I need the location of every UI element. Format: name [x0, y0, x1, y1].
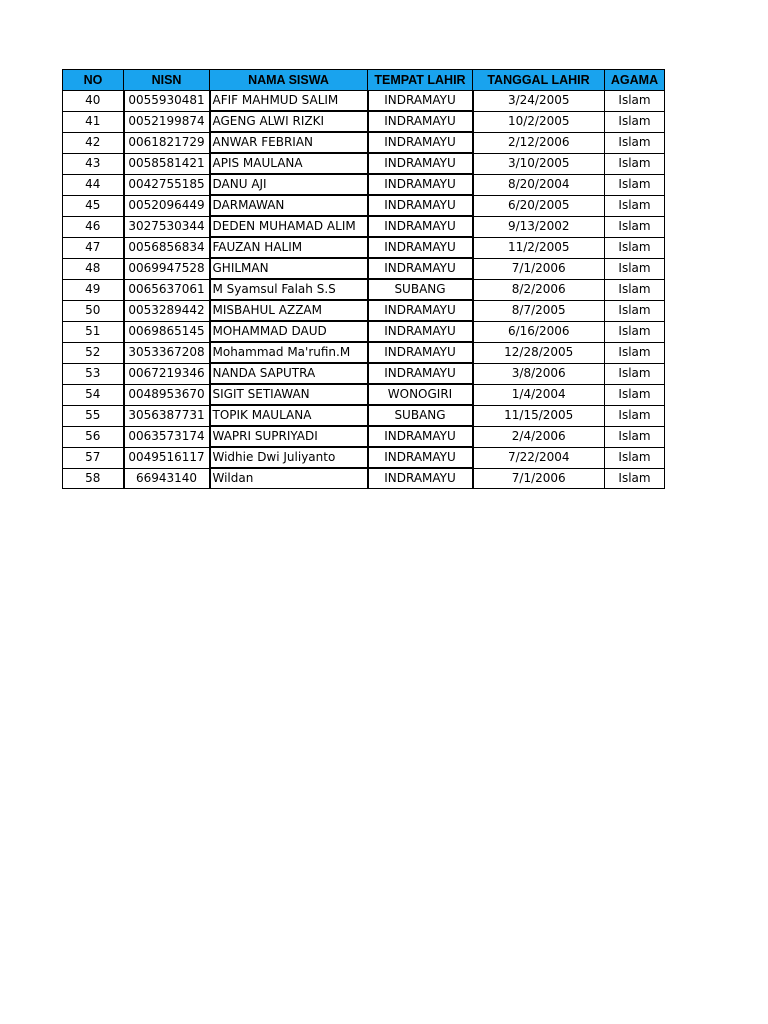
cell-nama-siswa[interactable]: AGENG ALWI RIZKI [210, 111, 368, 132]
table-row [63, 405, 665, 426]
cell-nama-siswa[interactable]: DEDEN MUHAMAD ALIM [210, 216, 368, 237]
cell-tempat-lahir[interactable]: INDRAMAYU [368, 195, 473, 216]
table-row [63, 258, 665, 279]
cell-nama-siswa[interactable]: APIS MAULANA [210, 153, 368, 174]
header-nama-siswa[interactable]: NAMA SISWA [210, 70, 368, 91]
cell-tanggal-lahir[interactable]: 6/16/2006 [473, 321, 605, 342]
cell-agama[interactable]: Islam [605, 321, 665, 342]
cell-tempat-lahir[interactable]: INDRAMAYU [368, 447, 473, 468]
cell-agama[interactable]: Islam [605, 342, 665, 363]
cell-agama[interactable]: Islam [605, 111, 665, 132]
cell-agama[interactable]: Islam [605, 237, 665, 258]
cell-tanggal-lahir[interactable]: 11/2/2005 [473, 237, 605, 258]
cell-nisn[interactable]: 3056387731 [124, 405, 210, 426]
cell-agama[interactable]: Islam [605, 384, 665, 405]
table-row [63, 363, 665, 384]
cell-nama-siswa[interactable]: Widhie Dwi Juliyanto [210, 447, 368, 468]
cell-tanggal-lahir[interactable]: 2/12/2006 [473, 132, 605, 153]
cell-tanggal-lahir[interactable]: 1/4/2004 [473, 384, 605, 405]
header-tempat-lahir[interactable]: TEMPAT LAHIR [368, 70, 473, 91]
cell-tempat-lahir[interactable]: INDRAMAYU [368, 174, 473, 195]
cell-nama-siswa[interactable]: GHILMAN [210, 258, 368, 279]
cell-tempat-lahir[interactable]: INDRAMAYU [368, 153, 473, 174]
table-row [63, 237, 665, 258]
cell-nisn[interactable]: 0049516117 [124, 447, 210, 468]
table-row [63, 384, 665, 405]
cell-nisn[interactable]: 0048953670 [124, 384, 210, 405]
cell-agama[interactable]: Islam [605, 216, 665, 237]
table-row [63, 111, 665, 132]
cell-tanggal-lahir[interactable]: 7/1/2006 [473, 258, 605, 279]
cell-nisn[interactable]: 0063573174 [124, 426, 210, 447]
table-row [63, 216, 665, 237]
cell-tempat-lahir[interactable]: INDRAMAYU [368, 300, 473, 321]
table-row [63, 174, 665, 195]
student-table [62, 69, 665, 489]
table-row [63, 132, 665, 153]
cell-nama-siswa[interactable]: MISBAHUL AZZAM [210, 300, 368, 321]
cell-tanggal-lahir[interactable]: 12/28/2005 [473, 342, 605, 363]
cell-tanggal-lahir[interactable]: 8/7/2005 [473, 300, 605, 321]
cell-tempat-lahir[interactable]: INDRAMAYU [368, 426, 473, 447]
cell-nama-siswa[interactable]: DANU AJI [210, 174, 368, 195]
cell-tanggal-lahir[interactable]: 6/20/2005 [473, 195, 605, 216]
cell-agama[interactable]: Islam [605, 300, 665, 321]
cell-nama-siswa[interactable]: M Syamsul Falah S.S [210, 279, 368, 300]
cell-tempat-lahir[interactable]: INDRAMAYU [368, 468, 473, 489]
cell-nama-siswa[interactable]: FAUZAN HALIM [210, 237, 368, 258]
table-row [63, 321, 665, 342]
table-row [63, 91, 665, 112]
cell-no[interactable]: 42 [63, 132, 124, 153]
cell-nama-siswa[interactable]: WAPRI SUPRIYADI [210, 426, 368, 447]
cell-no[interactable]: 56 [63, 426, 124, 447]
cell-nisn[interactable]: 3053367208 [124, 342, 210, 363]
cell-tempat-lahir[interactable]: INDRAMAYU [368, 132, 473, 153]
cell-tempat-lahir[interactable]: INDRAMAYU [368, 321, 473, 342]
cell-tempat-lahir[interactable]: SUBANG [368, 405, 473, 426]
header-tanggal-lahir[interactable]: TANGGAL LAHIR [473, 70, 605, 91]
cell-no[interactable]: 58 [63, 468, 124, 489]
table-row [63, 342, 665, 363]
cell-tanggal-lahir[interactable]: 3/24/2005 [473, 91, 605, 112]
cell-no[interactable]: 51 [63, 321, 124, 342]
table-row [63, 279, 665, 300]
cell-nisn[interactable]: 0042755185 [124, 174, 210, 195]
cell-nama-siswa[interactable]: Mohammad Ma'rufin.M [210, 342, 368, 363]
cell-agama[interactable]: Islam [605, 153, 665, 174]
cell-nisn[interactable]: 3027530344 [124, 216, 210, 237]
header-nisn[interactable]: NISN [124, 70, 210, 91]
cell-no[interactable]: 48 [63, 258, 124, 279]
cell-agama[interactable]: Islam [605, 468, 665, 489]
cell-agama[interactable]: Islam [605, 426, 665, 447]
cell-agama[interactable]: Islam [605, 91, 665, 112]
cell-nisn[interactable]: 0061821729 [124, 132, 210, 153]
cell-no[interactable]: 46 [63, 216, 124, 237]
cell-nama-siswa[interactable]: ANWAR FEBRIAN [210, 132, 368, 153]
cell-nisn[interactable]: 0056856834 [124, 237, 210, 258]
cell-tanggal-lahir[interactable]: 11/15/2005 [473, 405, 605, 426]
header-agama[interactable]: AGAMA [605, 70, 665, 91]
cell-tempat-lahir[interactable]: SUBANG [368, 279, 473, 300]
cell-tanggal-lahir[interactable]: 10/2/2005 [473, 111, 605, 132]
table-row [63, 468, 665, 489]
cell-nisn[interactable]: 0069865145 [124, 321, 210, 342]
cell-nama-siswa[interactable]: Wildan [210, 468, 368, 489]
table-row [63, 300, 665, 321]
cell-tempat-lahir[interactable]: INDRAMAYU [368, 216, 473, 237]
cell-no[interactable]: 43 [63, 153, 124, 174]
cell-agama[interactable]: Islam [605, 174, 665, 195]
cell-tanggal-lahir[interactable]: 7/1/2006 [473, 468, 605, 489]
cell-no[interactable]: 53 [63, 363, 124, 384]
cell-no[interactable]: 57 [63, 447, 124, 468]
cell-agama[interactable]: Islam [605, 405, 665, 426]
cell-nisn[interactable]: 66943140 [124, 468, 210, 489]
cell-no[interactable]: 54 [63, 384, 124, 405]
cell-no[interactable]: 40 [63, 91, 124, 112]
cell-tempat-lahir[interactable]: INDRAMAYU [368, 342, 473, 363]
cell-nisn[interactable]: 0065637061 [124, 279, 210, 300]
cell-no[interactable]: 52 [63, 342, 124, 363]
cell-nama-siswa[interactable]: SIGIT SETIAWAN [210, 384, 368, 405]
cell-tanggal-lahir[interactable]: 7/22/2004 [473, 447, 605, 468]
cell-tanggal-lahir[interactable]: 2/4/2006 [473, 426, 605, 447]
cell-no[interactable]: 45 [63, 195, 124, 216]
table-header-row [63, 70, 665, 91]
cell-agama[interactable]: Islam [605, 132, 665, 153]
cell-no[interactable]: 49 [63, 279, 124, 300]
cell-agama[interactable]: Islam [605, 195, 665, 216]
cell-tempat-lahir[interactable]: WONOGIRI [368, 384, 473, 405]
cell-agama[interactable]: Islam [605, 363, 665, 384]
table-row [63, 447, 665, 468]
cell-nama-siswa[interactable]: MOHAMMAD DAUD [210, 321, 368, 342]
cell-tempat-lahir[interactable]: INDRAMAYU [368, 111, 473, 132]
cell-nisn[interactable]: 0052199874 [124, 111, 210, 132]
cell-tanggal-lahir[interactable]: 8/2/2006 [473, 279, 605, 300]
cell-tanggal-lahir[interactable]: 3/10/2005 [473, 153, 605, 174]
cell-tanggal-lahir[interactable]: 3/8/2006 [473, 363, 605, 384]
cell-nama-siswa[interactable]: DARMAWAN [210, 195, 368, 216]
table-body [63, 91, 665, 489]
cell-agama[interactable]: Islam [605, 447, 665, 468]
cell-no[interactable]: 47 [63, 237, 124, 258]
table-row [63, 195, 665, 216]
cell-nama-siswa[interactable]: AFIF MAHMUD SALIM [210, 91, 368, 112]
header-no[interactable]: NO [63, 70, 124, 91]
cell-tempat-lahir[interactable]: INDRAMAYU [368, 91, 473, 112]
cell-tanggal-lahir[interactable]: 8/20/2004 [473, 174, 605, 195]
cell-tempat-lahir[interactable]: INDRAMAYU [368, 258, 473, 279]
cell-agama[interactable]: Islam [605, 279, 665, 300]
cell-no[interactable]: 44 [63, 174, 124, 195]
cell-no[interactable]: 41 [63, 111, 124, 132]
cell-no[interactable]: 55 [63, 405, 124, 426]
cell-agama[interactable]: Islam [605, 258, 665, 279]
cell-nisn[interactable]: 0058581421 [124, 153, 210, 174]
cell-nisn[interactable]: 0053289442 [124, 300, 210, 321]
cell-no[interactable]: 50 [63, 300, 124, 321]
cell-tempat-lahir[interactable]: INDRAMAYU [368, 237, 473, 258]
table-row [63, 153, 665, 174]
cell-nama-siswa[interactable]: NANDA SAPUTRA [210, 363, 368, 384]
table-row [63, 426, 665, 447]
cell-tanggal-lahir[interactable]: 9/13/2002 [473, 216, 605, 237]
cell-nisn[interactable]: 0052096449 [124, 195, 210, 216]
cell-nama-siswa[interactable]: TOPIK MAULANA [210, 405, 368, 426]
cell-nisn[interactable]: 0055930481 [124, 91, 210, 112]
cell-tempat-lahir[interactable]: INDRAMAYU [368, 363, 473, 384]
cell-nisn[interactable]: 0069947528 [124, 258, 210, 279]
cell-nisn[interactable]: 0067219346 [124, 363, 210, 384]
